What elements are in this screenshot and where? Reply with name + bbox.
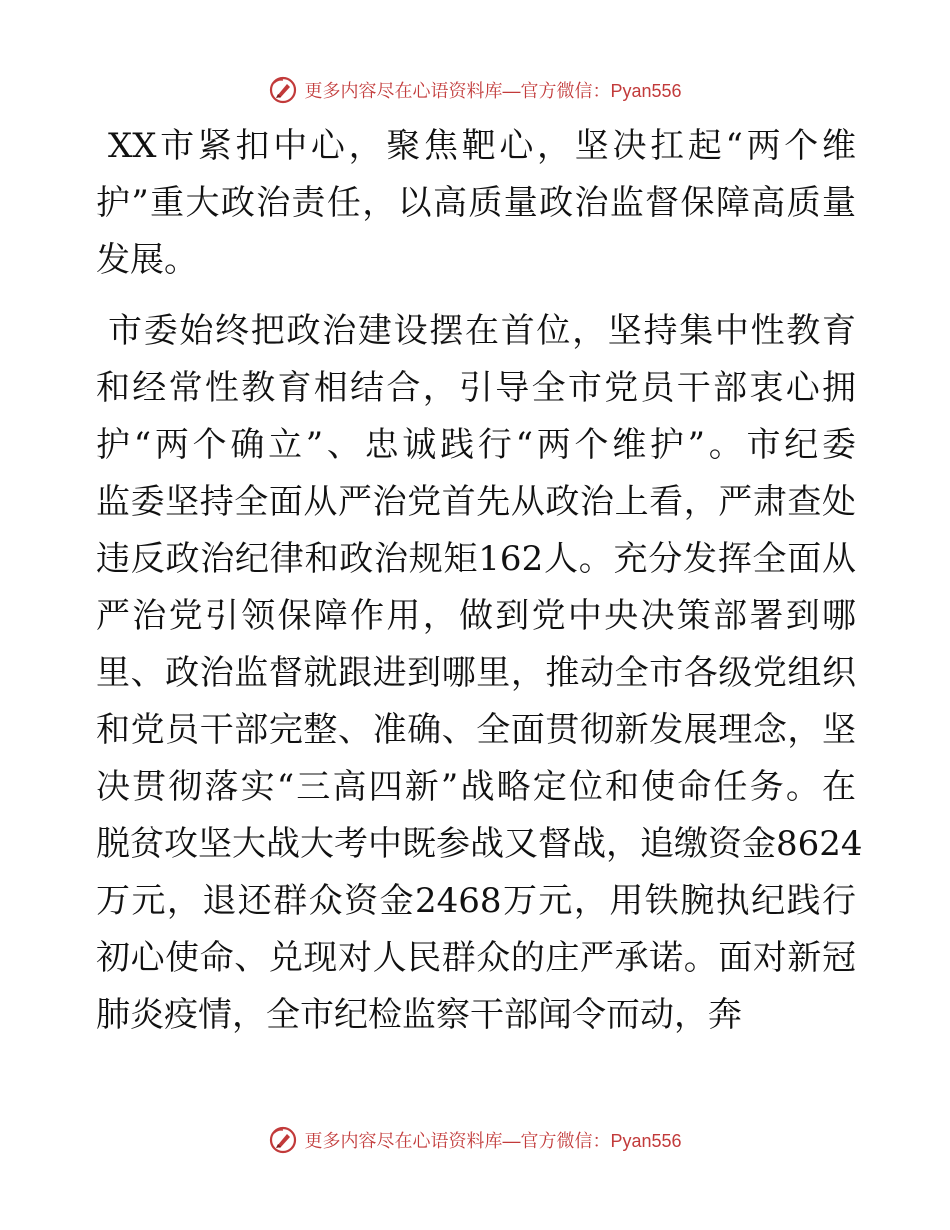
text-line: 万元，退还群众资金2468万元，用铁腕执纪践行 xyxy=(96,881,856,921)
text-line: 和党员干部完整、准确、全面贯彻新发展理念，坚 xyxy=(96,710,856,750)
header-banner xyxy=(0,70,950,110)
text-line: 里、政治监督就跟进到哪里，推动全市各级党组织 xyxy=(96,653,856,693)
text-line: 发展。 xyxy=(96,240,198,280)
text-line: 违反政治纪律和政治规矩162人。充分发挥全面从 xyxy=(96,539,856,579)
text-line: 监委坚持全面从严治党首先从政治上看，严肃查处 xyxy=(96,482,856,522)
text-line: 脱贫攻坚大战大考中既参战又督战，追缴资金8624 xyxy=(96,824,863,864)
footer-banner-text: 更多内容尽在心语资料库—官方微信：Pyan556 xyxy=(304,1131,682,1151)
paragraph-2 xyxy=(96,303,863,1044)
pen-nib-logo-icon xyxy=(268,1125,298,1155)
header-banner-text: 更多内容尽在心语资料库—官方微信：Pyan556 xyxy=(304,81,682,101)
text-line: 初心使命、兑现对人民群众的庄严承诺。面对新冠 xyxy=(96,938,856,978)
paragraph-1 xyxy=(96,118,856,289)
footer-banner xyxy=(0,1120,950,1160)
text-line: 和经常性教育相结合，引导全市党员干部衷心拥 xyxy=(96,368,856,408)
text-line: 决贯彻落实“三高四新”战略定位和使命任务。在 xyxy=(96,767,856,807)
text-line: 严治党引领保障作用，做到党中央决策部署到哪 xyxy=(96,596,856,636)
pen-nib-logo-icon xyxy=(268,75,298,105)
document-body xyxy=(96,118,863,1044)
text-line: 肺炎疫情，全市纪检监察干部闻令而动，奔 xyxy=(96,995,742,1035)
text-line: 护“两个确立”、忠诚践行“两个维护”。市纪委 xyxy=(96,425,856,465)
text-line: 市委始终把政治建设摆在首位，坚持集中性教育 xyxy=(108,311,856,351)
text-line: XX市紧扣中心，聚焦靶心，坚决扛起“两个维 xyxy=(108,126,856,166)
text-line: 护”重大政治责任，以高质量政治监督保障高质量 xyxy=(96,183,856,223)
